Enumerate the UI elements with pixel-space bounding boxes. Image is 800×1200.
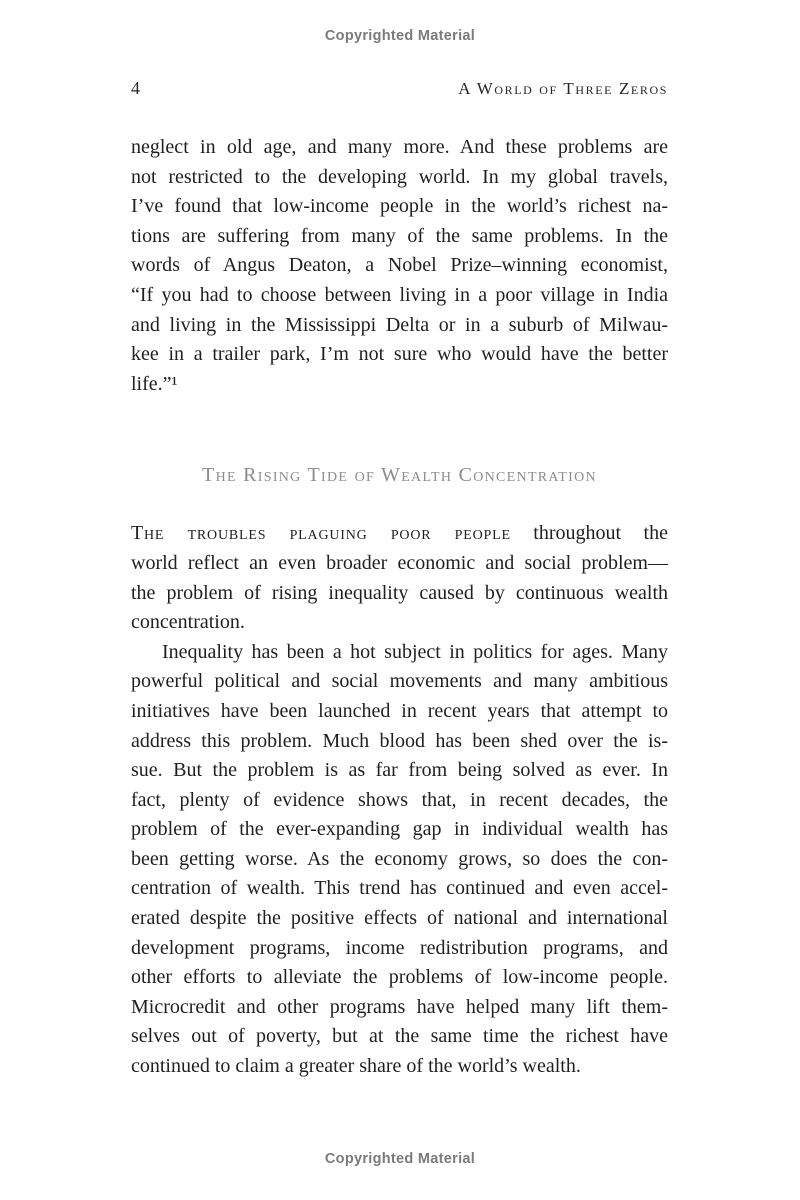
text-line: been getting worse. As the economy grows, so does the con- [131, 847, 668, 870]
text-line: development programs, income redistribution programs, and [131, 936, 668, 959]
text-line: problem of the ever-expanding gap in individual wealth has [131, 818, 668, 841]
running-head: A World of Three Zeros [458, 79, 668, 98]
page-number: 4 [131, 78, 140, 98]
paragraph-lead-rest: throughout the [510, 522, 668, 545]
text-line: not restricted to the developing world. In my global travels, [131, 165, 668, 188]
text-line: initiatives have been launched in recent years that attempt to [131, 699, 668, 722]
text-line: words of Angus Deaton, a Nobel Prize–winning economist, [131, 254, 668, 277]
text-line-lead [131, 519, 668, 549]
text-line: world reflect an even broader economic and social problem— [131, 551, 668, 574]
text-line: neglect in old age, and many more. And these problems are [131, 136, 668, 158]
text-line: fact, plenty of evidence shows that, in recent decades, the [131, 788, 668, 811]
section-heading: The Rising Tide of Wealth Concentration [202, 464, 597, 487]
text-line: other efforts to alleviate the problems of low-income people. [131, 966, 668, 989]
text-line: erated despite the positive effects of national and international [131, 907, 668, 930]
text-line: Microcredit and other programs have helped many lift them- [131, 995, 668, 1018]
text-line: centration of wealth. This trend has continued and even accel- [131, 877, 668, 900]
text-line: tions are suffering from many of the same problems. In the [131, 224, 668, 247]
paragraph-inequality [131, 638, 668, 1082]
text-line: kee in a trailer park, I’m not sure who would have the better [131, 343, 668, 366]
paragraph-section-opening [131, 519, 668, 637]
text-line: address this problem. Much blood has been shed over the is- [131, 729, 668, 752]
paragraph-intro [131, 133, 668, 399]
text-line: I’ve found that low-income people in the world’s richest na- [131, 195, 668, 218]
text-line: sue. But the problem is as far from being solved as ever. In [131, 759, 668, 782]
text-line: the problem of rising inequality caused by continuous wealth [131, 581, 668, 604]
paragraph-lead-smallcaps: The troubles plaguing poor people [131, 522, 511, 545]
paragraph-lines [131, 549, 668, 638]
text-line: life.”¹ [131, 372, 178, 395]
text-line: powerful political and social movements and many ambitious [131, 670, 668, 693]
copyright-notice-bottom: Copyrighted Material [324, 1151, 476, 1167]
copyright-notice-top: Copyrighted Material [324, 28, 476, 44]
page-header [131, 78, 668, 99]
text-line: continued to claim a greater share of the world’s wealth. [131, 1055, 581, 1078]
page-body [131, 133, 668, 1082]
text-line: “If you had to choose between living in a poor village in India [131, 283, 668, 306]
text-line: Inequality has been a hot subject in politics for ages. Many [162, 640, 668, 663]
text-line: and living in the Mississippi Delta or in a suburb of Milwau- [131, 313, 668, 336]
text-line: concentration. [131, 611, 245, 634]
text-line: selves out of poverty, but at the same time the richest have [131, 1025, 668, 1048]
